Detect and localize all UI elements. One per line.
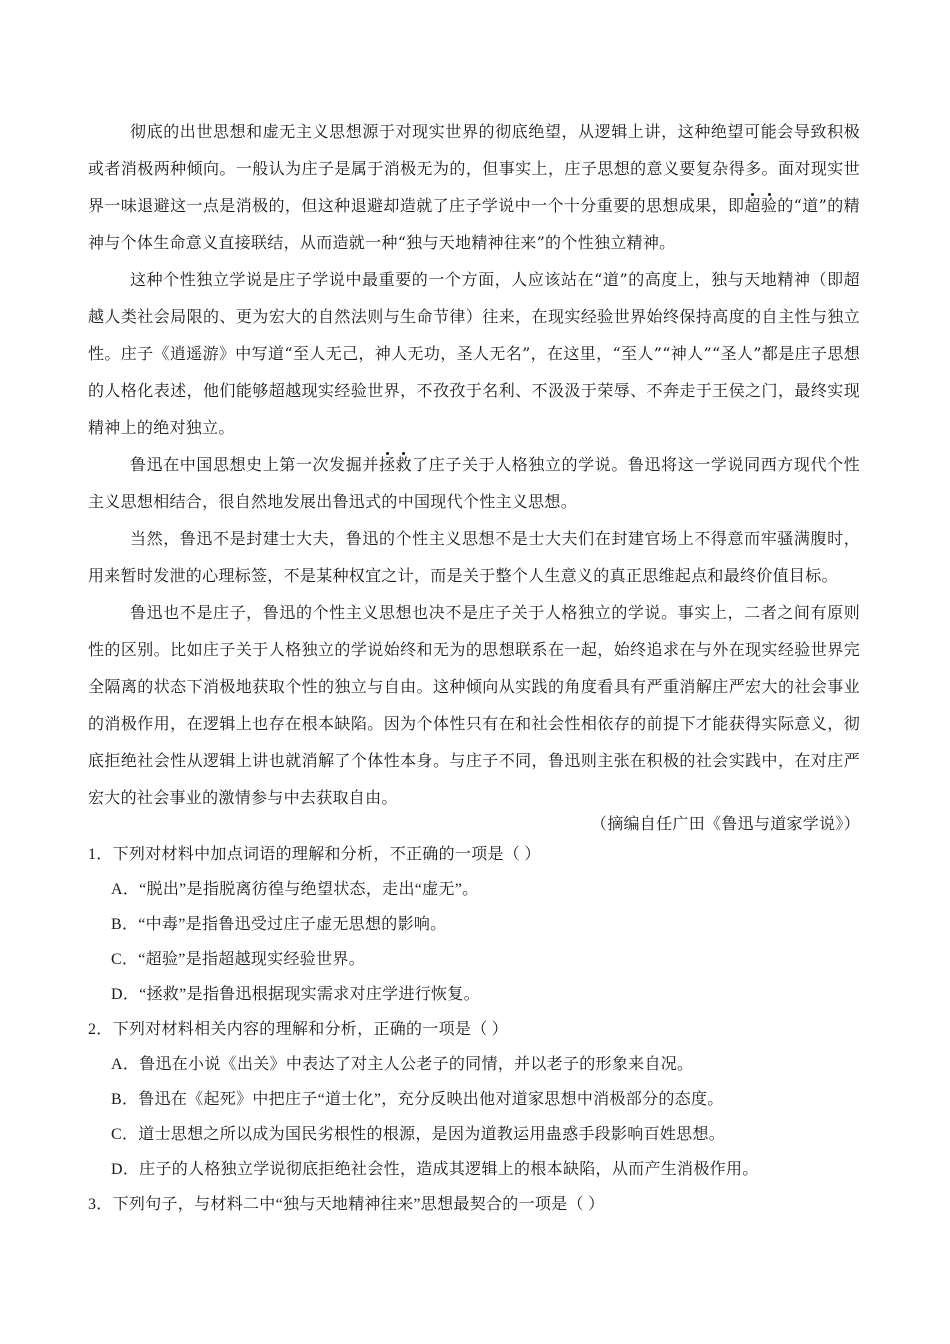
question-stem: 3．下列句子，与材料二中“独与天地精神往来”思想最契合的一项是（ ）	[88, 1196, 605, 1213]
dotted-char: 拯	[378, 455, 396, 474]
option-b: B．鲁迅在《起死》中把庄子“道士化”，充分反映出他对道家思想中消极部分的态度。	[111, 1091, 724, 1108]
question-3	[88, 1192, 878, 1227]
reading-passage	[88, 113, 860, 816]
paragraph-text: 这种个性独立学说是庄子学说中最重要的一个方面，人应该站在“道”的高度上，独与天地精神（即超越人类社会局限的、更为宏大的自然法则与生命节律）往来，在现实经验世界始终保持高度的自主性与独立性。庄子《逍遥游》中写道“至人无己，神人无功，圣人无名”，在这里，“至人”“神人”“圣人”都是庄子思想的人格化表述，他们能够超越现实经验世界，不孜孜于名利、不汲汲于荣辱、不奔走于王侯之门，最终实现精神上的绝对独立。	[88, 270, 860, 437]
paragraph-text: 的“道”的精神与个体生命意义直接联结，从而造就一种“独与天地精神往来”的个性独立精神。	[88, 196, 860, 252]
paragraph-text: 当然，鲁迅不是封建士大夫，鲁迅的个性主义思想不是士大夫们在封建官场上不得意而牢骚满腹时，用来暂时发泄的心理标签，不是某种权宜之计，而是关于整个人生意义的真正思维起点和最终价值目标。	[88, 529, 860, 585]
paragraph-text: 鲁迅也不是庄子，鲁迅的个性主义思想也决不是庄子关于人格独立的学说。事实上，二者之间有原则性的区别。比如庄子关于人格独立的学说始终和无为的思想联系在一起，始终追求在与外在现实经验世界完全隔离的状态下消极地获取个性的独立与自由。这种倾向从实践的角度看具有严重消解庄严宏大的社会事业的消极作用，在逻辑上也存在根本缺陷。因为个体性只有在和社会性相依存的前提下才能获得实际意义，彻底拒绝社会性从逻辑上讲也就消解了个体性本身。与庄子不同，鲁迅则主张在积极的社会实践中，在对庄严宏大的社会事业的激情参与中去获取自由。	[88, 603, 860, 807]
passage-paragraph-1	[88, 113, 860, 261]
paragraph-text: 了庄子关于人格独立的学说。鲁迅将这一学说同西方现代个性主义思想相结合，很自然地发展出鲁迅式的中国现代个性主义思想。	[88, 455, 860, 511]
passage-paragraph-5	[88, 594, 860, 816]
option-a: A．鲁迅在小说《出关》中表达了对主人公老子的同情，并以老子的形象来自况。	[111, 1056, 694, 1073]
question-stem: 2．下列对材料相关内容的理解和分析，正确的一项是（ ）	[88, 1021, 509, 1038]
passage-paragraph-3	[88, 446, 860, 520]
question-stem: 1．下列对材料中加点词语的理解和分析，不正确的一项是（ ）	[88, 846, 541, 863]
dotted-char: 救	[395, 455, 413, 474]
passage-paragraph-2	[88, 261, 860, 446]
passage-paragraph-4	[88, 520, 860, 594]
passage-source: （摘编自任广田《鲁迅与道家学说》）	[590, 814, 860, 833]
paragraph-text: 彻底的出世思想和虚无主义思想源于对现实世界的彻底绝望，从逻辑上讲，这种绝望可能会导致积极或者消极两种倾向。一般认为庄子是属于消极无为的，但事实上，庄子思想的意义要复杂得多。面对现实世界一味退避这一点是消极的，但这种退避却造就了庄子学说中一个十分重要的思想成果，即	[88, 122, 860, 215]
dotted-char: 超	[744, 196, 761, 215]
dotted-char: 验	[760, 196, 778, 215]
option-c: C．“超验”是指超越现实经验世界。	[111, 951, 365, 968]
option-d: D．“拯救”是指鲁迅根据现实需求对庄学进行恢复。	[111, 986, 480, 1003]
question-list	[88, 842, 878, 1227]
option-b: B．“中毒”是指鲁迅受过庄子虚无思想的影响。	[111, 916, 447, 933]
question-1	[88, 842, 878, 1017]
option-d: D．庄子的人格独立学说彻底拒绝社会性，造成其逻辑上的根本缺陷，从而产生消极作用。	[111, 1161, 759, 1178]
option-a: A．“脱出”是指脱离彷徨与绝望状态，走出“虚无”。	[111, 881, 479, 898]
option-c: C．道士思想之所以成为国民劣根性的根源，是因为道教运用蛊惑手段影响百姓思想。	[111, 1126, 726, 1143]
paragraph-text: 鲁迅在中国思想史上第一次发掘并	[130, 455, 379, 474]
question-2	[88, 1017, 878, 1192]
